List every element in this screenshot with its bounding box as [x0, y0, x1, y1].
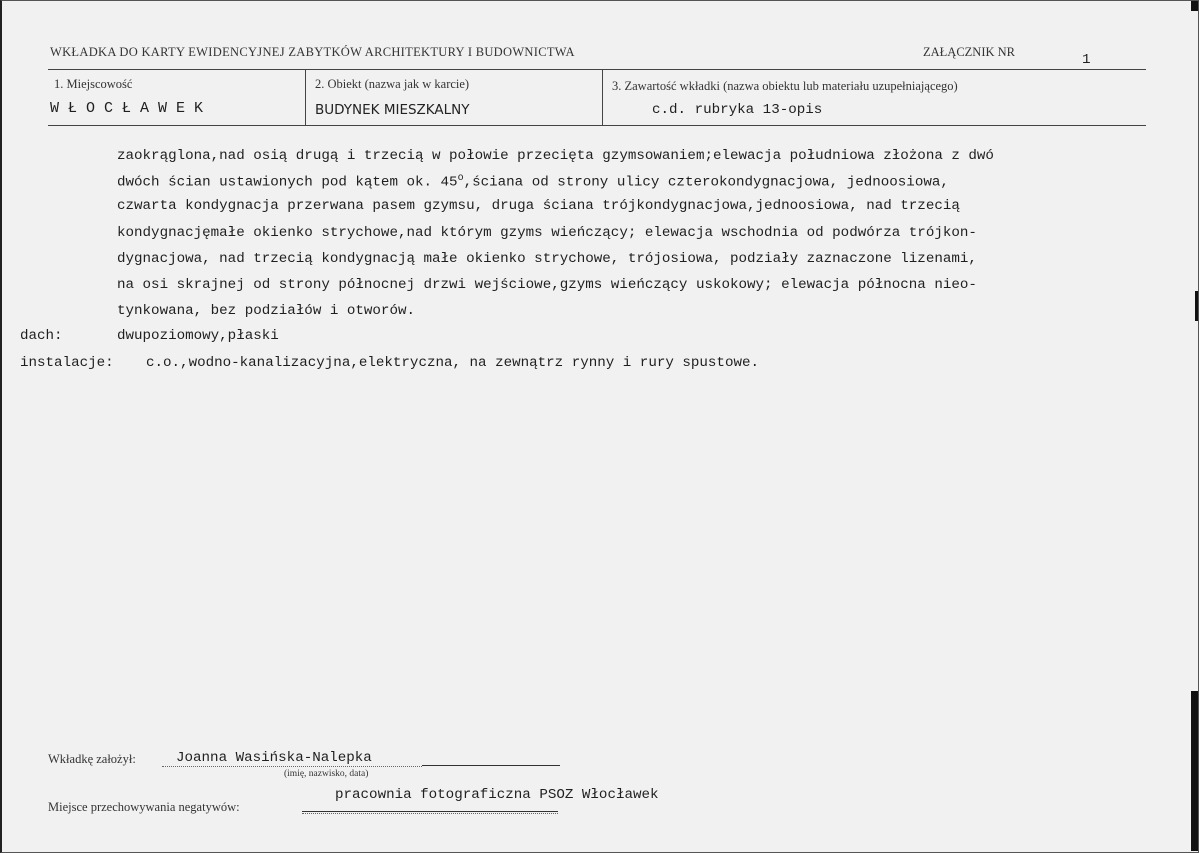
description-line: na osi skrajnej od strony północnej drzwi wejściowe,gzyms wieńczący uskokowy; elewacja północna nieo- [117, 277, 977, 293]
locality-value: W Ł O C Ł A W E K [50, 100, 204, 117]
negatives-line [302, 811, 558, 812]
description-line-start: dwóch ścian ustawionych pod kątem ok. 45 [117, 174, 458, 191]
description-line: dygnacjowa, nad trzecią kondygnacją małe okienko strychowe, trójosiowa, podziały zaznaczone lizenami, [117, 251, 977, 267]
installations-value: c.o.,wodno-kanalizacyjna,elektryczna, na zewnątrz rynny i rury spustowe. [146, 355, 759, 371]
degree-sign: o [457, 173, 464, 184]
column-divider [602, 69, 603, 125]
description-line: czwarta kondygnacja przerwana pasem gzymsu, druga ściana trójkondygnacjowa,jednoosiowa, nad trzecią [117, 198, 960, 214]
description-line: tynkowana, bez podziałów i otworów. [117, 303, 415, 319]
created-by-value: Joanna Wasińska-Nalepka [176, 750, 372, 766]
signature-dotted-line [162, 766, 422, 767]
header-rule-bottom [48, 125, 1146, 126]
description-line-end: ,ściana od strony ulicy czterokondygnacjowa, jednoosiowa, [463, 174, 949, 191]
content-value: c.d. rubryka 13-opis [652, 102, 823, 118]
description-line: kondygnacjęmałe okienko strychowe,nad którym gzyms wieńczący; elewacja wschodnia od podwórza trójkon- [117, 225, 977, 241]
negatives-location-label: Miejsce przechowywania negatywów: [48, 800, 240, 814]
scan-edge-mark [1195, 291, 1198, 321]
header-rule-top [48, 69, 1146, 70]
signature-line [422, 765, 560, 766]
roof-value: dwupoziomowy,płaski [117, 328, 279, 344]
scan-edge-mark [1191, 1, 1198, 11]
content-label: 3. Zawartość wkładki (nazwa obiektu lub materiału uzupełniającego) [612, 79, 958, 93]
negatives-dotted-line [302, 813, 558, 814]
description-line [117, 173, 949, 191]
scan-edge-mark [1191, 691, 1198, 851]
created-by-label: Wkładkę założył: [48, 752, 136, 766]
created-by-hint: (imię, nazwisko, data) [284, 769, 369, 779]
roof-label: dach: [20, 328, 63, 344]
attachment-number: 1 [1082, 52, 1091, 68]
object-label: 2. Obiekt (nazwa jak w karcie) [315, 77, 470, 91]
negatives-location-value: pracownia fotograficzna PSOZ Włocławek [335, 787, 659, 803]
locality-label: 1. Miejscowość [54, 77, 133, 91]
form-title: WKŁADKA DO KARTY EWIDENCYJNEJ ZABYTKÓW ARCHITEKTURY I BUDOWNICTWA [50, 45, 575, 59]
object-value: BUDYNEK MIESZKALNY [315, 102, 470, 118]
description-line: zaokrąglona,nad osią drugą i trzecią w połowie przecięta gzymsowaniem;elewacja południowa złożona z dwó [117, 148, 994, 164]
attachment-label: ZAŁĄCZNIK NR [923, 45, 1016, 59]
column-divider [305, 69, 306, 125]
installations-label: instalacje: [20, 355, 114, 371]
